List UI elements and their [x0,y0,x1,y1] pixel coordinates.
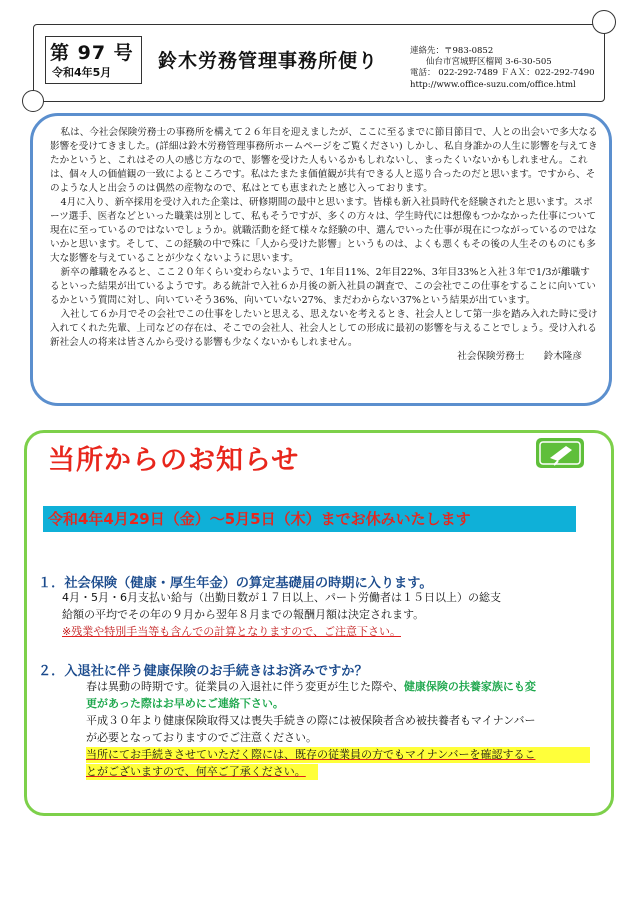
section-2-highlight-1: 当所にてお手続きさせていただく際には、既存の従業員の方でもマイナンバーを確認するこ [86,748,536,761]
section-2-line-3: 平成３０年より健康保険取得又は喪失手続きの際には被保険者含め被扶養者もマイナンバー [86,714,536,727]
section-2-line-2: 更があった際はお早めにご連絡下さい。 [86,697,284,710]
section-1-line-1: 4月・5月・6月支払い給与（出勤日数が１７日以上、パート労働者は１５日以上）の総支 [62,591,501,604]
section-1-note: ※残業や特別手当等も含んでの計算となりますので、ご注意下さい。 [62,625,401,638]
section-2-heading: ２．入退社に伴う健康保険のお手続きはお済みですか？ [38,664,368,679]
contact-url[interactable]: http://www.office-suzu.com/office.html [410,80,576,90]
pushpin-memo-icon [536,438,584,468]
contact-phone-fax: 電話： 022-292-7489 ＦＡＸ：022-292-7490 [410,68,595,78]
scroll-curl-left [22,90,44,112]
newsletter-title: 鈴木労務管理事務所便り [158,50,379,72]
contact-address: 仙台市宮城野区榴岡 3-6-30-505 [426,57,552,67]
contact-address-label: 連絡先：〒983-0852 [410,46,494,56]
scroll-curl-right [592,10,616,34]
message-paragraph-1: 私は、今社会保険労務士の事務所を構えて２６年目を迎えましたが、ここに至るまでに節目節目で、人との出会いで多大なる影響を受けてきました。(詳細は鈴木労務管理事務所ホームページをご覧ください) しかし、私自身誰かの人生に影響を与えてきたかというと、これはその人の感じ方なので、影響を受けた人もいるかもしれないし、まったくいないかもしれません。これは、個々人の価値観の一致によるところです。私はたまたま価値観が共有できる人と巡り合ったのだと思います。ですから、そのような人と出会うのは偶然の産物なので、私はとても恵まれたと感じ入っております。 [50,127,598,194]
section-1-line-2: 給額の平均でその年の９月から翌年８月までの報酬月額は決定されます。 [62,608,425,621]
message-text [50,126,598,364]
issue-date: 令和4年5月 [52,66,112,79]
issue-number: 第 97 号 [50,42,134,64]
message-signature: 社会保険労務士 鈴木隆彦 [457,351,582,362]
section-2-line-1b: 健康保険の扶養家族にも変 [403,680,536,693]
section-2-line-1a: 春は異動の時期です。従業員の入退社に伴う変更が生じた際や、 [86,680,404,693]
section-2-line-4: が必要となっておりますのでご注意ください。 [86,731,317,744]
message-paragraph-3: 新卒の離職をみると、ここ２０年くらい変わらないようで、1年目11%、2年目22%、3年目33%と入社３年で1/3が離職するといった結果が出ているようです。ある統計で入社６か月後の新入社員の調査で、この会社でこの仕事をすることに向いているかという質問に対し、向いていそう36%、向いていない27%、まだわからない37%という結果が出ています。 [50,267,596,306]
section-2-line-1 [86,679,536,695]
notice-title: 当所からのお知らせ [48,445,300,476]
holiday-notice: 令和4年4月29日（金）～5月5日（木）までお休みいたします [48,510,471,528]
message-paragraph-4: 入社して６か月でその会社でこの仕事をしたいと思える、思えないを考えるとき、社会人として第一歩を踏み入れた時に受け入れてくれた先輩、上司などの存在は、そこでの会社人、社会人としての形成に最初の影響を与えることでしょう。受け入れる新社会人の将来は皆さんから受ける影響も少なくないかもしれません。 [50,309,598,348]
section-2-highlight-2: とがございますので、何卒ご了承ください。 [86,765,306,778]
section-1-heading: １．社会保険（健康・厚生年金）の算定基礎届の時期に入ります。 [38,576,433,591]
message-paragraph-2: 4月に入り、新卒採用を受け入れた企業は、研修期間の最中と思います。皆様も新入社員時代を経験されたと思います。スポーツ選手、医者などといった職業は別として、私もそうですが、多くの方々は、学生時代には想像もつかなかった仕事について現在に至っているのではないでしょうか。就職活動を経て様々な経験の中、選んでいった仕事が現在につながっているのではないかと思います。そして、この経験の中で殊に「人から受けた影響」というものは、よくも悪くもその後の人生そのものにも多大な影響を与えていることが少なくないように思います。 [50,197,597,264]
